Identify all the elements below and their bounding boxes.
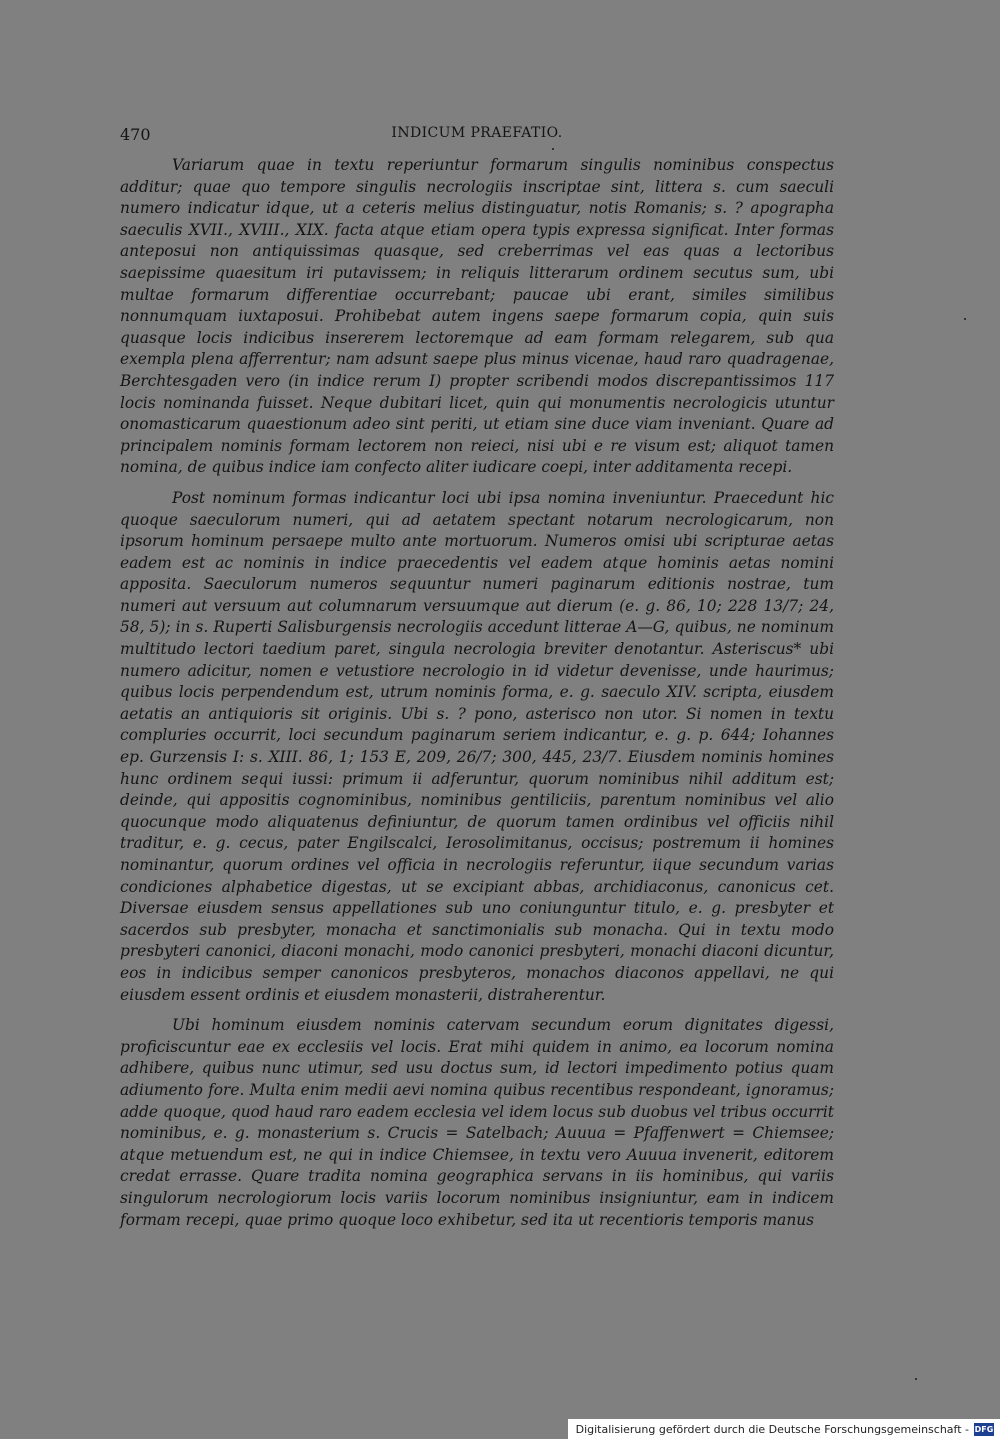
paragraph-1: Variarum quae in textu reperiuntur formarum singulis nominibus conspectus additur; quae quo tempore singulis necrologiis inscriptae sint, littera s. cum saeculi numero indicatur idque, ut a ceteris melius distinguatur, notis Romanis; s. ? apographa saeculis XVII., XVIII., XIX. facta atque etiam opera typis expressa significat. Inter formas anteposui non antiquissimas quasque, sed creberrimas vel eas quas a lectoribus saepissime quaesitum iri putavissem; in reliquis litterarum ordinem secutus sum, ubi multae formarum differentiae occurrebant; paucae ubi erant, similes similibus nonnumquam iuxtaposui. Prohibebat autem ingens saepe formarum copia, quin suis quasque locis indicibus insererem lectoremque ad eam formam relegarem, sub qua exempla plena afferrentur; nam adsunt saepe plus minus vicenae, haud raro quadragenae, Berchtesgaden vero (in indice rerum I) propter scribendi modos discrepantissimos 117 locis nominanda fuisset. Neque dubitari licet, quin qui monumentis necrologicis utuntur onomasticarum quaestionum adeo sint periti, ut etiam sine duce viam inveniant. Quare ad principalem nominis formam lectorem non reieci, nisi ubi e re visum est; aliquot tamen nomina, de quibus indice iam confecto aliter iudicare coepi, inter additamenta recepi. [120, 156, 834, 477]
digitization-credit: Digitalisierung gefördert durch die Deutsche Forschungsgemeinschaft - [575, 1422, 969, 1436]
page-number: 470 [120, 125, 151, 144]
body-text [120, 155, 834, 1240]
digitization-credit-bar [568, 1419, 1000, 1439]
scan-speck [964, 318, 966, 320]
running-head: INDICUM PRAEFATIO. [391, 125, 563, 141]
dfg-logo: DFG [974, 1424, 994, 1434]
scan-speck [915, 1378, 917, 1380]
scan-speck [552, 148, 554, 150]
paragraph-3: Ubi hominum eiusdem nominis catervam secundum eorum dignitates digessi, proficiscuntur eae ex ecclesiis vel locis. Erat mihi quidem in animo, ea locorum nomina adhibere, quibus nunc utimur, sed usu doctus sum, id lectori impedimento potius quam adiumento fore. Multa enim medii aevi nomina quibus recentibus respondeant, ignoramus; adde quoque, quod haud raro eadem ecclesia vel idem locus sub duobus vel tribus occurrit nominibus, e. g. monasterium s. Crucis = Satelbach; Auuua = Pfaffenwert = Chiemsee; atque metuendum est, ne qui in indice Chiemsee, in textu vero Auuua invenerit, editorem credat errasse. Quare tradita nomina geographica servans in iis hominibus, qui variis singulorum necrologiorum locis variis locorum nominibus insigniuntur, eam in indicem formam recepi, quae primo quoque loco exhibetur, sed ita ut recentioris temporis manus [120, 1016, 834, 1229]
page-header [120, 125, 834, 151]
paragraph-2: Post nominum formas indicantur loci ubi ipsa nomina inveniuntur. Praecedunt hic quoque saeculorum numeri, qui ad aetatem spectant notarum necrologicarum, non ipsorum hominum persaepe multo ante mortuorum. Numeros omisi ubi scripturae aetas eadem est ac nominis in indice praecedentis vel eadem atque hominis aetas nomini apposita. Saeculorum numeros sequuntur numeri paginarum editionis nostrae, tum numeri aut versuum aut columnarum versuumque aut dierum (e. g. 86, 10; 228 13/7; 24, 58, 5); in s. Ruperti Salisburgensis necrologiis accedunt litterae A—G, quibus, ne nominum multitudo lectori taedium paret, singula necrologia breviter denotantur. Asteriscus* ubi numero adicitur, nomen e vetustiore necrologio in id videtur devenisse, unde haurimus; quibus locis perpendendum est, utrum nominis forma, e. g. saeculo XIV. scripta, eiusdem aetatis an antiquioris sit originis. Ubi s. ? pono, asterisco non utor. Si nomen in textu compluries occurrit, loci secundum paginarum seriem indicantur, e. g. p. 644; Iohannes ep. Gurzensis I: s. XIII. 86, 1; 153 E, 209, 26/7; 300, 445, 23/7. Eiusdem nominis homines hunc ordinem sequi iussi: primum ii adferuntur, quorum nominibus nihil additum est; deinde, qui appositis cognominibus, nominibus gentiliciis, parentum nominibus vel alio quocunque modo aliquatenus definiuntur, de quorum tamen ordinibus vel officiis nihil traditur, e. g. cecus, pater Engilscalci, Ierosolimitanus, occisus; postremum ii homines nominantur, quorum ordines vel officia in necrologiis referuntur, iique secundum varias condiciones alphabetice digestas, ut se excipiant abbas, archidiaconus, canonicus cet. Diversae eiusdem sensus appellationes sub uno coniunguntur titulo, e. g. presbyter et sacerdos sub presbyter, monacha et sanctimonialis sub monacha. Qui in textu modo presbyteri canonici, diaconi monachi, modo canonici presbyteri, monachi diaconi dicuntur, eos in indicibus semper canonicos presbyteros, monachos diaconos appellavi, ne qui eiusdem essent ordinis et eiusdem monasterii, distraherentur. [120, 488, 834, 1004]
